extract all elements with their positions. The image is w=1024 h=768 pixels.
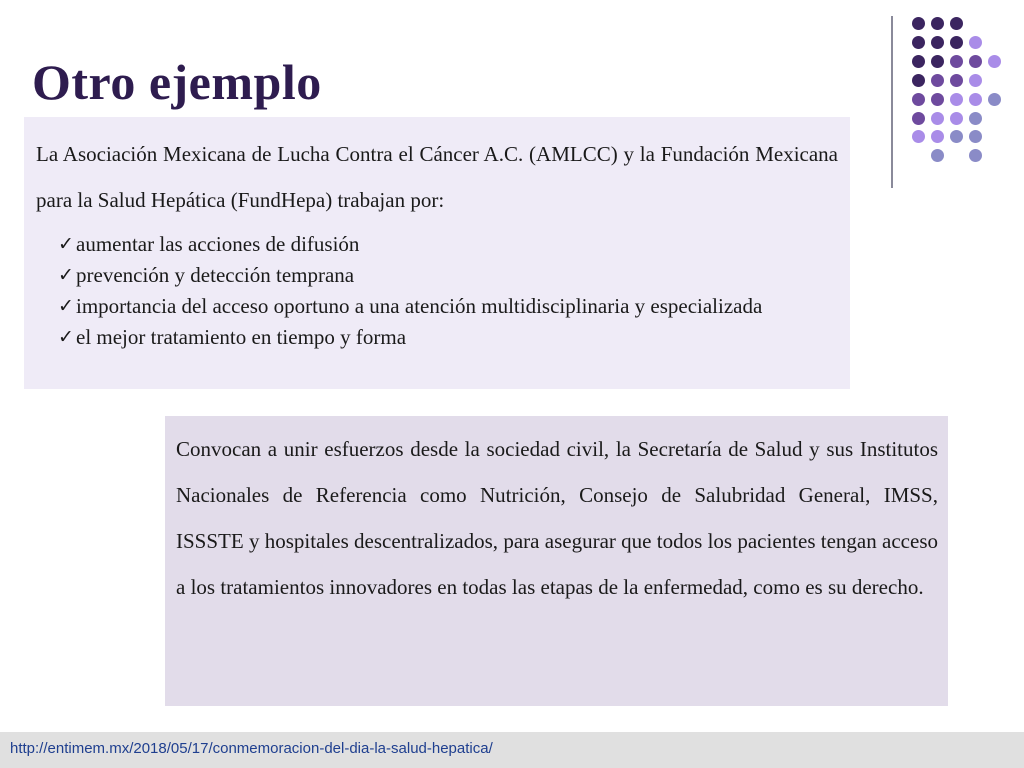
footer-bar xyxy=(0,732,1024,768)
decor-dot xyxy=(969,112,982,125)
decor-dot xyxy=(950,112,963,125)
list-item: ✓ prevención y detección temprana xyxy=(58,260,838,291)
decor-dot xyxy=(931,17,944,30)
decor-dot xyxy=(912,36,925,49)
decor-dot xyxy=(969,55,982,68)
source-link[interactable]: http://entimem.mx/2018/05/17/conmemoracion-del-dia-la-salud-hepatica/ xyxy=(10,740,493,757)
decor-dot xyxy=(969,93,982,106)
decor-dot xyxy=(969,36,982,49)
decor-dot xyxy=(969,74,982,87)
list-item: ✓ aumentar las acciones de difusión xyxy=(58,229,838,260)
decor-dot xyxy=(988,55,1001,68)
decor-dot xyxy=(931,130,944,143)
decor-dot xyxy=(912,93,925,106)
decor-dot xyxy=(931,55,944,68)
decor-dot xyxy=(931,74,944,87)
list-item: ✓ el mejor tratamiento en tiempo y forma xyxy=(58,322,838,353)
call-to-action-paragraph: Convocan a unir esfuerzos desde la sociedad civil, la Secretaría de Salud y sus Institutos Nacionales de Referencia como Nutrición, Consejo de Salubridad General, IMSS, ISSSTE y hospitales descentralizados, para asegurar que todos los pacientes tengan acceso a los tratamientos innovadores en todas las etapas de la enfermedad, como es su derecho. xyxy=(176,437,938,599)
organizations-box xyxy=(24,117,850,389)
decor-dot xyxy=(988,93,1001,106)
decor-dot xyxy=(931,36,944,49)
decor-dot xyxy=(931,112,944,125)
decor-dot xyxy=(912,55,925,68)
decor-dot xyxy=(912,17,925,30)
decor-dot xyxy=(969,130,982,143)
vertical-divider xyxy=(891,16,893,188)
decor-dot xyxy=(950,93,963,106)
intro-paragraph: La Asociación Mexicana de Lucha Contra el Cáncer A.C. (AMLCC) y la Fundación Mexicana para la Salud Hepática (FundHepa) trabajan por: xyxy=(36,142,838,212)
list-item: ✓ importancia del acceso oportuno a una atención multidisciplinaria y especializada xyxy=(58,291,838,322)
call-to-action-box xyxy=(165,416,948,706)
decor-dot xyxy=(950,74,963,87)
decor-dot xyxy=(931,149,944,162)
decor-dot xyxy=(912,112,925,125)
decor-dot xyxy=(912,74,925,87)
decor-dot xyxy=(931,93,944,106)
decor-dot xyxy=(950,36,963,49)
slide-title: Otro ejemplo xyxy=(32,53,322,110)
decor-dot xyxy=(969,149,982,162)
decor-dot xyxy=(950,55,963,68)
goals-list xyxy=(58,229,838,353)
decor-dot xyxy=(912,130,925,143)
decor-dot xyxy=(950,130,963,143)
decor-dot xyxy=(950,17,963,30)
